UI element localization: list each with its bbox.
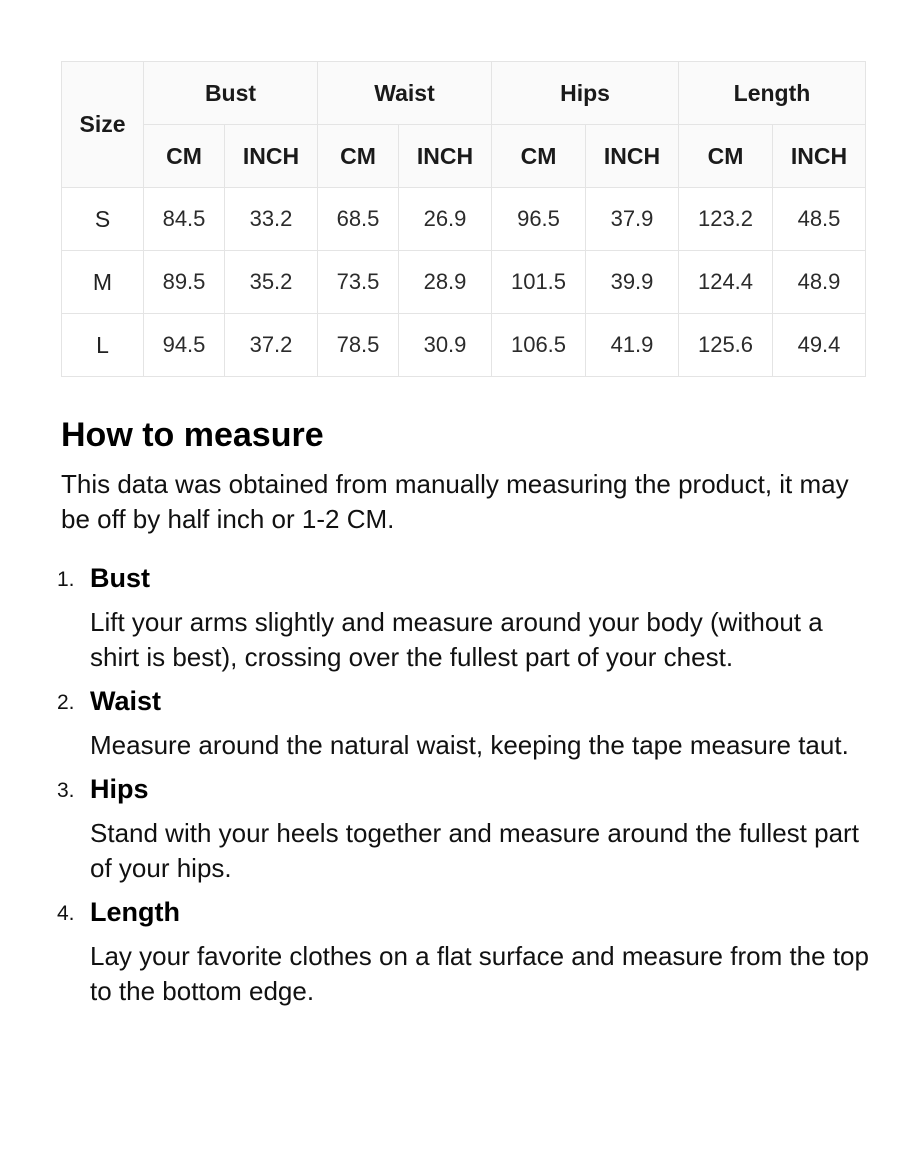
unit-header: INCH: [586, 125, 679, 188]
table-cell: 123.2: [679, 188, 773, 251]
table-cell: 89.5: [144, 251, 225, 314]
size-cell: S: [62, 188, 144, 251]
table-cell: 73.5: [318, 251, 399, 314]
table-cell: 37.2: [225, 314, 318, 377]
step-title-waist: Waist: [90, 686, 162, 716]
waist-group-header: Waist: [318, 62, 492, 125]
step-title-length: Length: [90, 897, 180, 927]
table-cell: 94.5: [144, 314, 225, 377]
list-item: [0, 771, 920, 886]
table-cell: 48.9: [773, 251, 866, 314]
size-column-header: Size: [62, 62, 144, 188]
table-row: [62, 251, 866, 314]
unit-header: CM: [144, 125, 225, 188]
step-number: 4.: [57, 902, 75, 925]
table-cell: 26.9: [399, 188, 492, 251]
unit-header: CM: [318, 125, 399, 188]
unit-header: INCH: [773, 125, 866, 188]
table-cell: 101.5: [492, 251, 586, 314]
table-cell: 48.5: [773, 188, 866, 251]
unit-header: CM: [679, 125, 773, 188]
table-row: [62, 314, 866, 377]
table-cell: 84.5: [144, 188, 225, 251]
bust-group-header: Bust: [144, 62, 318, 125]
step-description: Stand with your heels together and measure around the fullest part of your hips.: [90, 818, 859, 883]
table-cell: 41.9: [586, 314, 679, 377]
list-item: [0, 894, 920, 1009]
step-number: 2.: [57, 691, 75, 714]
table-cell: 39.9: [586, 251, 679, 314]
measurement-steps-list: [0, 560, 920, 1017]
step-description: Lift your arms slightly and measure around your body (without a shirt is best), crossing over the fullest part of your chest.: [90, 607, 823, 672]
measurement-note: This data was obtained from manually measuring the product, it may be off by half inch or 1-2 CM.: [61, 469, 849, 534]
step-title-bust: Bust: [90, 563, 150, 593]
unit-header: INCH: [399, 125, 492, 188]
table-header-row: [62, 62, 866, 125]
table-cell: 28.9: [399, 251, 492, 314]
list-item: [0, 560, 920, 675]
unit-header: CM: [492, 125, 586, 188]
list-item: [0, 683, 920, 763]
how-to-measure-heading: How to measure: [61, 416, 324, 454]
table-cell: 35.2: [225, 251, 318, 314]
step-description: Lay your favorite clothes on a flat surface and measure from the top to the bottom edge.: [90, 941, 869, 1006]
table-cell: 30.9: [399, 314, 492, 377]
table-row: [62, 188, 866, 251]
table-unit-row: [62, 125, 866, 188]
table-cell: 106.5: [492, 314, 586, 377]
table-cell: 96.5: [492, 188, 586, 251]
table-cell: 124.4: [679, 251, 773, 314]
step-title-hips: Hips: [90, 774, 149, 804]
table-cell: 37.9: [586, 188, 679, 251]
step-description: Measure around the natural waist, keeping the tape measure taut.: [90, 730, 849, 760]
table-cell: 125.6: [679, 314, 773, 377]
step-number: 3.: [57, 779, 75, 802]
hips-group-header: Hips: [492, 62, 679, 125]
size-cell: L: [62, 314, 144, 377]
table-cell: 78.5: [318, 314, 399, 377]
unit-header: INCH: [225, 125, 318, 188]
size-chart-table: [61, 61, 866, 377]
table-cell: 49.4: [773, 314, 866, 377]
step-number: 1.: [57, 568, 75, 591]
table-cell: 33.2: [225, 188, 318, 251]
size-cell: M: [62, 251, 144, 314]
length-group-header: Length: [679, 62, 866, 125]
table-cell: 68.5: [318, 188, 399, 251]
